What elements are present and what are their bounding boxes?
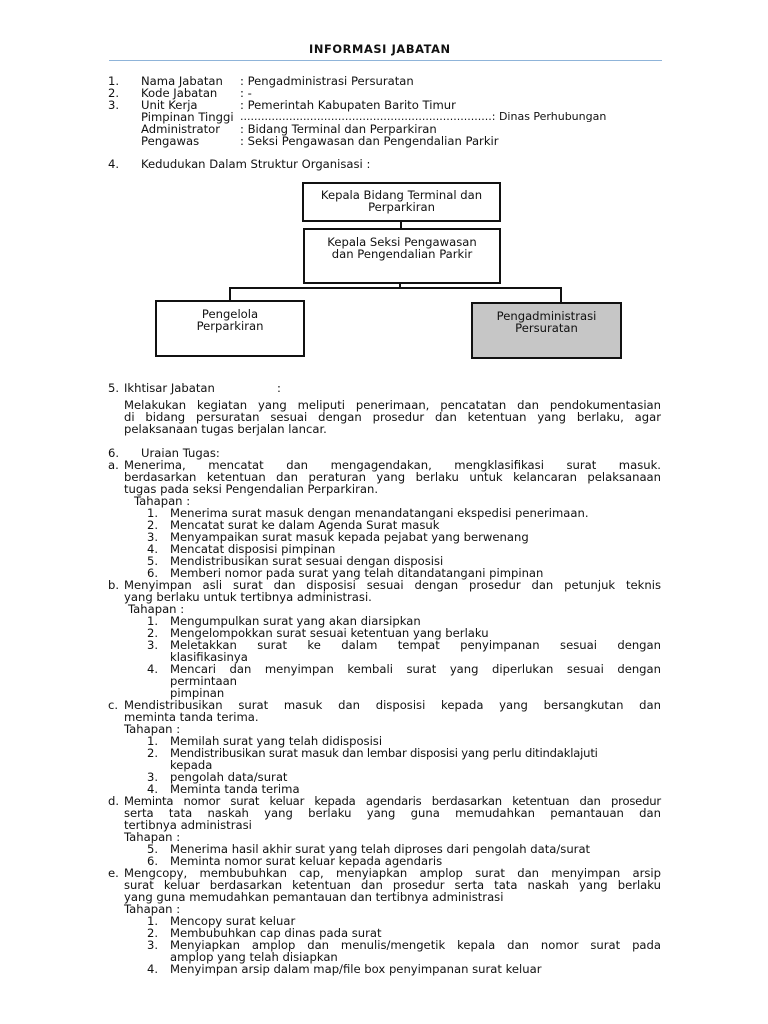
nama-jabatan-value: : Pengadministrasi Persuratan: [240, 74, 414, 88]
org-box-line: Perparkiran: [196, 319, 264, 333]
step-text: Mendistribusikan surat masuk dan lembar disposisi yang perlu ditindaklajuti: [170, 746, 598, 760]
org-connector: [229, 287, 562, 289]
kode-jabatan-label: Kode Jabatan: [141, 86, 218, 100]
org-box-pengadministrasi: [471, 302, 622, 359]
step-number: 2.: [147, 746, 159, 760]
task-line: yang berlaku untuk tertibnya administrasi.: [124, 590, 372, 604]
administrator-value: : Bidang Terminal dan Perparkiran: [240, 122, 437, 136]
ikhtisar-line: pelaksanaan tugas berjalan lancar.: [124, 422, 327, 436]
org-box-line: Persuratan: [515, 321, 578, 335]
ikhtisar-colon: :: [277, 381, 281, 395]
step-number: 4.: [147, 782, 159, 796]
item-number: 1.: [108, 74, 120, 88]
task-line: Mengcopy, membubuhkan cap, menyiapkan amplop surat dan menyimpan arsip: [124, 866, 661, 880]
task-letter: a.: [108, 458, 119, 472]
task-line: surat keluar berdasarkan ketentuan dan prosedur serta tata naskah yang berlaku: [124, 878, 661, 892]
task-line: tugas pada seksi Pengendalian Perparkiran.: [124, 482, 379, 496]
pengawas-label: Pengawas: [141, 134, 200, 148]
step-text: Menyiapkan amplop dan menulis/mengetik kepala dan nomor surat pada: [170, 938, 661, 952]
step-text: Menerima surat masuk dengan menandatangani ekspedisi penerimaan.: [170, 506, 589, 520]
org-box-line: Kepala Seksi Pengawasan: [327, 235, 477, 249]
tahapan-label: Tahapan :: [124, 722, 181, 736]
ikhtisar-line: di bidang persuratan sesuai dengan prosedur dan ketentuan yang berlaku, agar: [124, 410, 661, 424]
step-number: 4.: [147, 962, 159, 976]
step-text: Mengelompokkan surat sesuai ketentuan yang berlaku: [170, 626, 489, 640]
task-line: berdasarkan ketentuan dan peraturan yang berlaku untuk kelancaran pelaksanaan: [124, 470, 661, 484]
step-text: Mendistribusikan surat sesuai dengan disposisi: [170, 554, 444, 568]
step-text: Meletakkan surat ke dalam tempat penyimpanan sesuai dengan: [170, 638, 661, 652]
org-box-pengelola: [155, 300, 305, 357]
step-number: 1.: [147, 614, 159, 628]
document-title: INFORMASI JABATAN: [309, 42, 451, 56]
task-line: Menyimpan asli surat dan disposisi sesuai dengan prosedur dan petunjuk teknis: [124, 578, 661, 592]
task-line: serta tata naskah yang berlaku yang guna memudahkan pemantauan dan: [124, 806, 661, 820]
step-number: 3.: [147, 638, 159, 652]
title-divider: [109, 60, 662, 61]
task-line: Mendistribusikan surat masuk dan disposisi kepada yang bersangkutan dan: [124, 698, 661, 712]
step-text-continued: klasifikasinya: [170, 650, 248, 664]
item-number: 3.: [108, 98, 120, 112]
step-number: 1.: [147, 734, 159, 748]
org-box-line: Kepala Bidang Terminal dan: [320, 188, 483, 202]
item-number: 6.: [108, 446, 120, 460]
step-number: 2.: [147, 626, 159, 640]
step-text: Mencopy surat keluar: [170, 914, 296, 928]
step-number: 5.: [147, 842, 159, 856]
nama-jabatan-label: Nama Jabatan: [141, 74, 223, 88]
pimpinan-tinggi-label: Pimpinan Tinggi: [141, 110, 234, 124]
task-letter: c.: [108, 698, 119, 712]
step-text-continued: kepada: [170, 758, 213, 772]
step-number: 2.: [147, 518, 159, 532]
step-text: Membubuhkan cap dinas pada surat: [170, 926, 382, 940]
item-number: 2.: [108, 86, 120, 100]
ikhtisar-line: Melakukan kegiatan yang meliputi penerimaan, pencatatan dan pendokumentasian: [124, 398, 661, 412]
step-text: Memilah surat yang telah didisposisi: [170, 734, 383, 748]
step-number: 2.: [147, 926, 159, 940]
step-number: 1.: [147, 506, 159, 520]
org-box-line: Perparkiran: [368, 200, 435, 214]
step-number: 4.: [147, 662, 159, 676]
tahapan-label: Tahapan :: [134, 494, 191, 508]
step-text: Memberi nomor pada surat yang telah ditandatangani pimpinan: [170, 566, 544, 580]
org-connector: [560, 287, 562, 302]
tahapan-label: Tahapan :: [124, 902, 181, 916]
step-text: pengolah data/surat: [170, 770, 288, 784]
step-text: Mengumpulkan surat yang akan diarsipkan: [170, 614, 421, 628]
org-box-kepala-bidang: [302, 182, 501, 222]
pengawas-value: : Seksi Pengawasan dan Pengendalian Parkir: [240, 134, 499, 148]
step-text: Mencatat surat ke dalam Agenda Surat masuk: [170, 518, 440, 532]
step-text: Mencatat disposisi pimpinan: [170, 542, 336, 556]
step-text-continued: pimpinan: [170, 686, 225, 700]
task-letter: d.: [108, 794, 120, 808]
org-box-kepala-seksi: [303, 228, 501, 284]
step-number: 3.: [147, 530, 159, 544]
item-number: 4.: [108, 157, 120, 171]
kedudukan-heading: Kedudukan Dalam Struktur Organisasi :: [141, 157, 371, 171]
uraian-heading: Uraian Tugas:: [141, 446, 220, 460]
step-number: 6.: [147, 854, 159, 868]
task-line: tertibnya administrasi: [124, 818, 252, 832]
unit-kerja-label: Unit Kerja: [141, 98, 198, 112]
task-letter: b.: [108, 578, 120, 592]
step-text: Meminta tanda terima: [170, 782, 300, 796]
step-number: 4.: [147, 542, 159, 556]
unit-kerja-value: : Pemerintah Kabupaten Barito Timur: [240, 98, 456, 112]
step-number: 3.: [147, 938, 159, 952]
step-text: Menyampaikan surat masuk kepada pejabat yang berwenang: [170, 530, 529, 544]
step-number: 1.: [147, 914, 159, 928]
task-line: Menerima, mencatat dan mengagendakan, mengklasifikasi surat masuk.: [124, 458, 661, 472]
step-text-continued: amplop yang telah disiapkan: [170, 950, 338, 964]
step-text: Mencari dan menyimpan kembali surat yang diperlukan sesuai dengan: [170, 662, 661, 676]
org-connector: [229, 287, 231, 301]
tahapan-label: Tahapan :: [128, 602, 185, 616]
kode-jabatan-value: : -: [240, 86, 252, 100]
administrator-label: Administrator: [141, 122, 221, 136]
step-number: 5.: [147, 554, 159, 568]
step-number: 6.: [147, 566, 159, 580]
step-text: Menerima hasil akhir surat yang telah diproses dari pengolah data/surat: [170, 842, 591, 856]
step-text: Menyimpan arsip dalam map/file box penyimpanan surat keluar: [170, 962, 542, 976]
task-line: meminta tanda terima.: [124, 710, 259, 724]
pimpinan-tinggi-value: ........................................................................: Dinas Perhubungan: [240, 110, 607, 123]
org-box-line: dan Pengendalian Parkir: [331, 247, 473, 261]
org-box-line: Pengelola: [201, 307, 259, 321]
org-box-line: Pengadministrasi: [496, 309, 597, 323]
task-line: yang guna memudahkan pemantauan dan tertibnya administrasi: [124, 890, 504, 904]
item-number: 5.: [108, 381, 120, 395]
task-line: Meminta nomor surat keluar kepada agendaris berdasarkan ketentuan dan prosedur: [124, 794, 661, 808]
step-text: Meminta nomor surat keluar kepada agendaris: [170, 854, 443, 868]
task-letter: e.: [108, 866, 119, 880]
step-number: 3.: [147, 770, 159, 784]
tahapan-label: Tahapan :: [124, 830, 181, 844]
ikhtisar-heading: Ikhtisar Jabatan: [124, 381, 215, 395]
step-text-continued: permintaan: [170, 674, 238, 688]
